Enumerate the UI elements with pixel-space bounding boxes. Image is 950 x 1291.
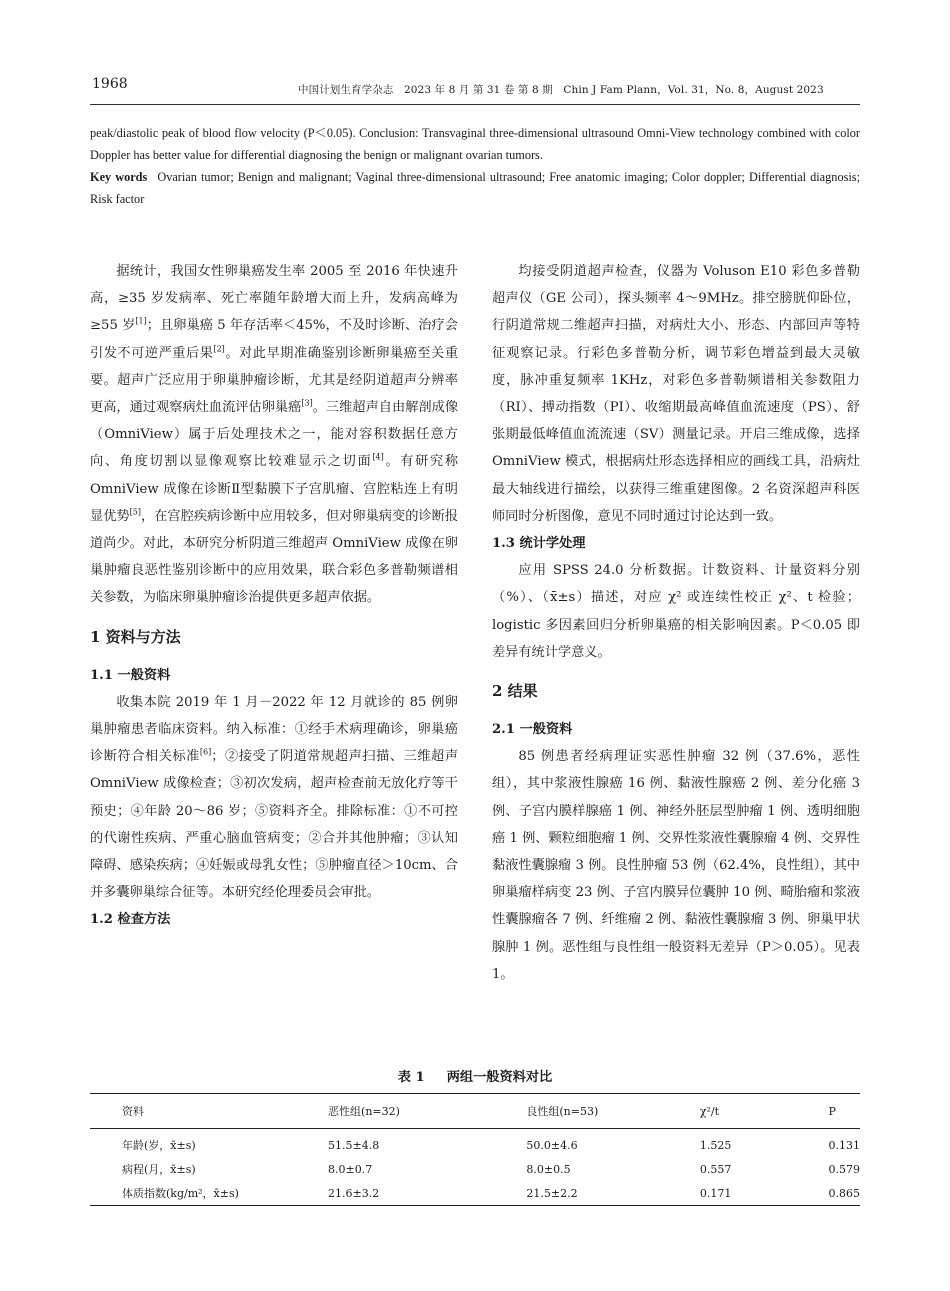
table-cell: 0.171 <box>668 1181 797 1206</box>
table-cell: 0.579 <box>828 1162 860 1176</box>
intro-text: 据统计，我国女性卵巢癌发生率 2005 至 2016 年快速升高，≥35 岁发病率、死亡率随年龄增大而上升，发病高峰为≥55 岁 <box>90 264 458 334</box>
table-cell: 1.525 <box>699 1138 732 1152</box>
section-heading-2: 2 结果 <box>492 682 538 701</box>
table-cell: 年龄(岁，x̄±s) <box>122 1139 196 1152</box>
intro-text: 。有研究称 OmniView 成像在诊断Ⅱ型黏膜下子宫肌瘤、宫腔粘连上有明显优势 <box>90 454 459 524</box>
citation[interactable]: [1] <box>135 317 147 327</box>
table-header-cell: 资料 <box>90 1094 296 1129</box>
subsection-heading-2-1: 2.1 一般资料 <box>492 722 573 738</box>
table-cell: 体质指数(kg/m²，x̄±s) <box>90 1181 296 1206</box>
table-header-cell: 良性组(n=53) <box>494 1094 667 1129</box>
abstract-text: peak/diastolic peak of blood flow velocity (P＜0.05). Conclusion: Transvaginal three-dimensional ultrasound Omni-View technology combined with color Doppler has better value for differential diagnosing the benign or malignant ovarian tumors. <box>90 126 860 162</box>
intro-text: ；且卵巢癌 5 年存活率＜45%，不及时诊断、治疗会引发不可逆严重后果 <box>90 318 458 361</box>
subsection-heading-1-1: 1.1 一般资料 <box>90 667 171 683</box>
table-cell: 8.0±0.7 <box>328 1162 373 1176</box>
statistics-paragraph: 应用 SPSS 24.0 分析数据。计数资料、计量资料分别（%）、（x̄±s）描述，对应 χ² 或连续性校正 χ²、t 检验；logistic 多因素回归分析卵巢癌的相关影响因素。P＜0.05 即差异有统计学意义。 <box>492 563 860 660</box>
table-caption: 两组一般资料对比 <box>446 1070 553 1085</box>
table-header-row <box>90 1094 860 1129</box>
right-column <box>492 258 860 988</box>
keywords-label: Key words <box>90 170 148 184</box>
table-cell: 50.0±4.6 <box>526 1138 578 1152</box>
general-data-paragraph <box>90 689 458 907</box>
left-column <box>90 258 458 934</box>
table-cell: 21.6±3.2 <box>296 1181 494 1206</box>
section-heading-1: 1 资料与方法 <box>90 627 181 646</box>
intro-text: ，在宫腔疾病诊断中应用较多，但对卵巢病变的诊断报道尚少。对此，本研究分析阴道三维超声 OmniView 成像在卵巢肿瘤良恶性鉴别诊断中的应用效果，联合彩色多普勒频谱相关参数，为临床卵巢肿瘤诊治提供更多超声依据。 <box>90 508 459 606</box>
intro-paragraph <box>90 258 458 612</box>
table-header-cell: P <box>797 1094 861 1129</box>
table-label: 表 1 <box>397 1070 425 1085</box>
table-row <box>90 1157 860 1181</box>
keywords-text: Ovarian tumor; Benign and malignant; Vaginal three-dimensional ultrasound; Free anatomic imaging; Color doppler; Differential diagnosis; Risk factor <box>90 170 860 206</box>
table-cell: 51.5±4.8 <box>328 1138 380 1152</box>
citation[interactable]: [2] <box>213 344 225 354</box>
citation[interactable]: [4] <box>372 453 384 463</box>
paragraph-text: ；②接受了阴道常规超声扫描、三维超声 OmniView 成像检查；③初次发病，超声检查前无放化疗等干预史；④年龄 20～86 岁；⑤资料齐全。排除标准：①不可控的代谢性疾病、严重心脑血管病变；②合并其他肿瘤；③认知障碍、感染疾病；④妊娠或母乳女性；⑤肿瘤直径＞10cm、合并多囊卵巢综合征等。本研究经伦理委员会审批。 <box>90 749 459 901</box>
table-cell: 病程(月，x̄±s) <box>122 1163 196 1176</box>
table-title <box>0 1066 950 1085</box>
keywords <box>90 166 860 210</box>
table-cell: 0.131 <box>828 1138 860 1152</box>
abstract-tail <box>90 122 860 210</box>
table-row <box>90 1181 860 1206</box>
citation[interactable]: [5] <box>129 507 141 517</box>
running-header: 中国计划生育学杂志 2023 年 8 月 第 31 卷 第 8 期 Chin J Fam Plann，Vol. 31，No. 8，August 2023 <box>298 84 824 96</box>
subsection-heading-1-2: 1.2 检查方法 <box>90 912 171 928</box>
table-1 <box>90 1093 860 1206</box>
subsection-heading-1-3: 1.3 统计学处理 <box>492 536 586 552</box>
exam-method-paragraph: 均接受阴道超声检查，仪器为 Voluson E10 彩色多普勒超声仪（GE 公司），探头频率 4～9MHz。排空膀胱仰卧位，行阴道常规二维超声扫描，对病灶大小、形态、内部回声等特征观察记录。行彩色多普勒分析，调节彩色增益到最大灵敏度，脉冲重复频率 1KHz，对彩色多普勒频谱相关参数阻力（RI）、搏动指数（PI）、收缩期最高峰值血流速度（PS）、舒张期最低峰值血流流速（SV）测量记录。开启三维成像，选择 OmniView 模式，根据病灶形态选择相应的画线工具，沿病灶最大轴线进行描绘，以获得三维重建图像。2 名资深超声科医师同时分析图像，意见不同时通过讨论达到一致。 <box>492 264 860 524</box>
intro-text: 。对此早期准确鉴别诊断卵巢癌至关重要。超声广泛应用于卵巢肿瘤诊断，尤其是经阴道超声分辨率更高，通过观察病灶血流评估卵巢癌 <box>90 345 459 416</box>
table-cell: 21.5±2.2 <box>494 1181 667 1206</box>
paragraph-text: 收集本院 2019 年 1 月－2022 年 12 月就诊的 85 例卵巢肿瘤患者临床资料。纳入标准：①经手术病理确诊，卵巢癌诊断符合相关标准 <box>90 694 458 765</box>
table-row <box>90 1129 860 1158</box>
intro-text: 。三维超声自由解剖成像（OmniView）属于后处理技术之一，能对容积数据任意方向、角度切割以显像观察比较难显示之切面 <box>90 400 459 470</box>
citation[interactable]: [6] <box>199 747 212 757</box>
table-cell: 0.865 <box>797 1181 861 1206</box>
page-number: 1968 <box>92 76 128 92</box>
header-rule <box>90 104 860 105</box>
table-header-cell: 恶性组(n=32) <box>296 1094 494 1129</box>
table-cell: 0.557 <box>699 1162 732 1176</box>
citation[interactable]: [3] <box>301 398 313 408</box>
table-header-cell: χ²/t <box>668 1094 797 1129</box>
table-cell: 8.0±0.5 <box>526 1162 571 1176</box>
results-paragraph: 85 例患者经病理证实恶性肿瘤 32 例（37.6%，恶性组），其中浆液性腺癌 16 例、黏液性腺癌 2 例、差分化癌 3 例、子宫内膜样腺癌 1 例、神经外胚层型肿瘤 1 例、透明细胞癌 1 例、颗粒细胞瘤 1 例、交界性浆液性囊腺瘤 4 例、交界性黏液性囊腺瘤 3 例。良性肿瘤 53 例（62.4%，良性组），其中卵巢瘤样病变 23 例、子宫内膜异位囊肿 10 例、畸胎瘤和浆液性囊腺瘤各 7 例、纤维瘤 2 例、黏液性囊腺瘤 3 例、卵巢甲状腺肿 1 例。恶性组与良性组一般资料无差异（P＞0.05）。见表 1。 <box>492 749 860 982</box>
